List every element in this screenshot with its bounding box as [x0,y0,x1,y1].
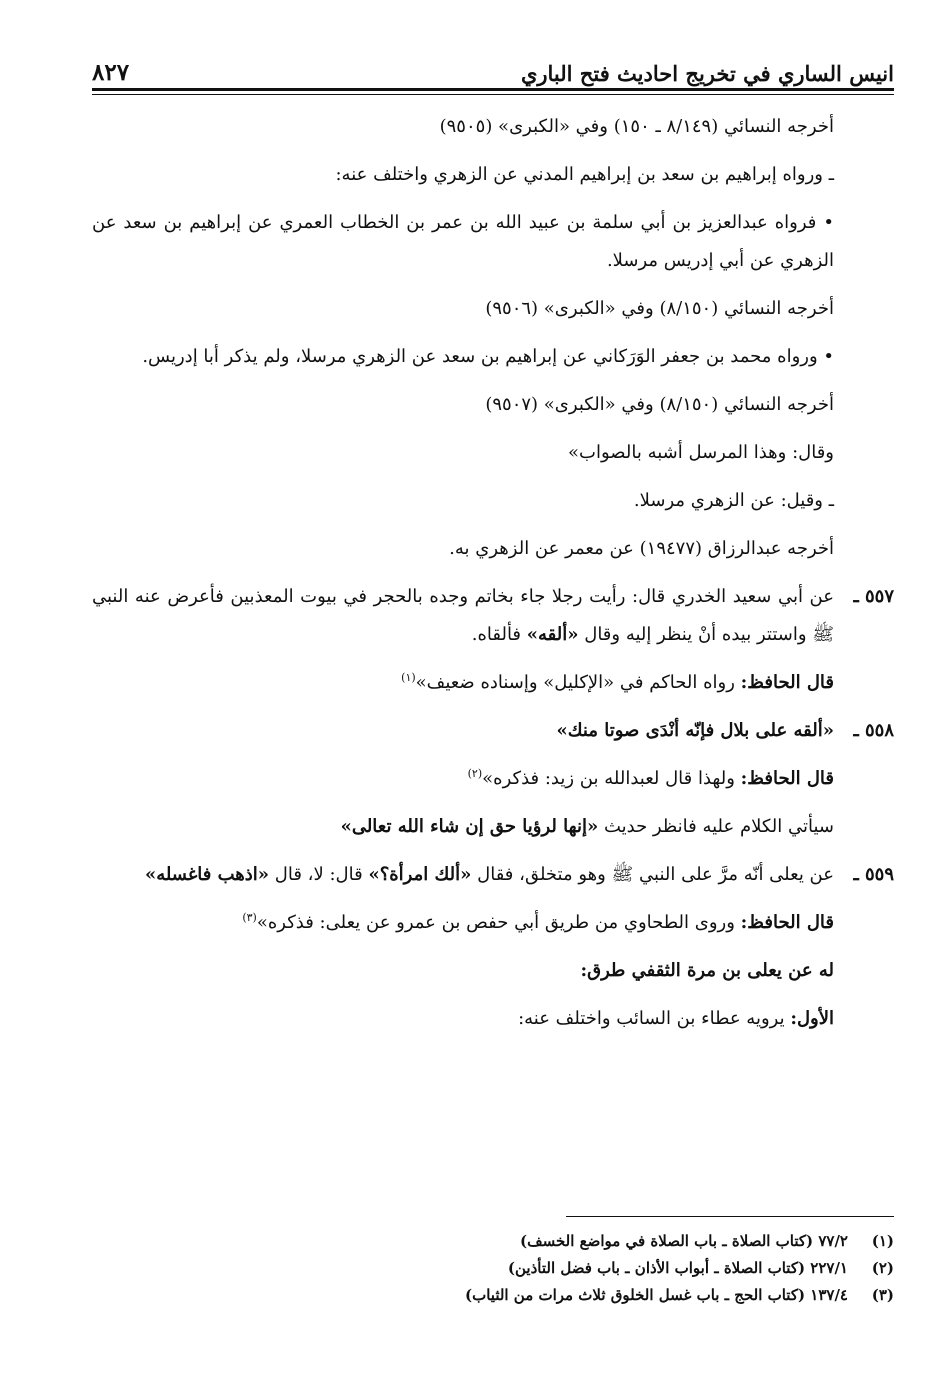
hadith-text: «ألقه على بلال فإنّه أنْدَى صوتا منك» [556,720,834,741]
book-title: انيس الساري في تخريج احاديث فتح الباري [520,61,894,86]
hadith-559 [92,856,894,894]
footnote-text: ٢٢٧/١ (كتاب الصلاة ـ أبواب الأذان ـ باب فضل التأذين) [507,1259,848,1277]
footnote-ref[interactable]: (٢) [467,767,483,780]
section-heading: له عن يعلى بن مرة الثقفي طرق: [580,960,834,981]
footnote-ref[interactable]: (١) [401,671,416,684]
footnote-text: ١٣٧/٤ (كتاب الحج ـ باب غسل الخلوق ثلاث مرات من الثياب) [465,1286,848,1304]
hafiz-comment: قال الحافظ: وروى الطحاوي من طريق أبي حفص بن عمرو عن يعلى: فذكره»$^{(٣)}$ [242,911,834,933]
hafiz-comment: قال الحافظ: ولهذا قال لعبدالله بن زيد: فذكره»$^{(٢)}$ [467,767,834,789]
paragraph: أخرجه النسائي (٨/١٥٠) وفي «الكبرى» (٩٥٠٧) [485,394,834,415]
paragraph: أخرجه عبدالرزاق (١٩٤٧٧) عن معمر عن الزهري به. [449,538,834,559]
footnote-number: (١) [871,1232,894,1250]
footnotes [92,1228,894,1309]
paragraph: ـ ورواه إبراهيم بن سعد بن إبراهيم المدني عن الزهري واختلف عنه: [335,164,834,185]
hadith-number: ٥٥٨ ـ [853,720,894,741]
hadith-557 [92,578,894,654]
footnote-number: (٢) [871,1259,894,1277]
hafiz-comment: قال الحافظ: رواه الحاكم في «الإكليل» وإسناده ضعيف»$^{(١)}$ [401,671,834,693]
footnote [92,1282,894,1309]
hadith-text: عن يعلى أنّه مرَّ على النبي ﷺ وهو متخلق، فقال «ألك امرأة؟» قال: لا، قال «اذهب فاغسله» [144,864,834,885]
running-header [92,44,894,86]
paragraph: • فرواه عبدالعزيز بن أبي سلمة بن عبيد الله بن عمر بن الخطاب العمري عن إبراهيم بن سعد عن الزهري عن أبي إدريس مرسلا. [92,212,834,271]
footnote-number: (٣) [871,1286,894,1304]
hadith-number: ٥٥٧ ـ [853,586,894,607]
footnote-separator [566,1216,894,1217]
hadith-number: ٥٥٩ ـ [853,864,894,885]
footnote [92,1228,894,1255]
paragraph: أخرجه النسائي (٨/١٥٠) وفي «الكبرى» (٩٥٠٦) [485,298,834,319]
page-body [92,108,894,1048]
page-number: ٨٢٧ [92,59,130,86]
paragraph: ـ وقيل: عن الزهري مرسلا. [633,490,834,511]
paragraph: أخرجه النسائي (٨/١٤٩ ـ ١٥٠) وفي «الكبرى» (٩٥٠٥) [439,116,834,137]
paragraph: وقال: وهذا المرسل أشبه بالصواب» [568,442,834,463]
header-rule-thin [92,94,894,95]
paragraph: الأول: يرويه عطاء بن السائب واختلف عنه: [518,1008,834,1029]
paragraph: • ورواه محمد بن جعفر الوَرَكاني عن إبراهيم بن سعد عن الزهري مرسلا، ولم يذكر أبا إدريس. [142,346,834,367]
cross-reference: سيأتي الكلام عليه فانظر حديث «إنها لرؤيا حق إن شاء الله تعالى» [340,816,834,837]
footnote-ref[interactable]: (٣) [242,911,257,924]
footnote-text: ٧٧/٢ (كتاب الصلاة ـ باب الصلاة في مواضع الخسف) [519,1232,848,1250]
hadith-text: عن أبي سعيد الخدري قال: رأيت رجلا جاء بخاتم وجده بالحجر في بيوت المعذبين فأعرض عنه النبي ﷺ واستتر بيده أنْ ينظر إليه وقال «ألقه» فألقاه. [92,586,834,645]
hadith-558 [92,712,894,750]
footnote [92,1255,894,1282]
header-rule-thick [92,88,894,91]
